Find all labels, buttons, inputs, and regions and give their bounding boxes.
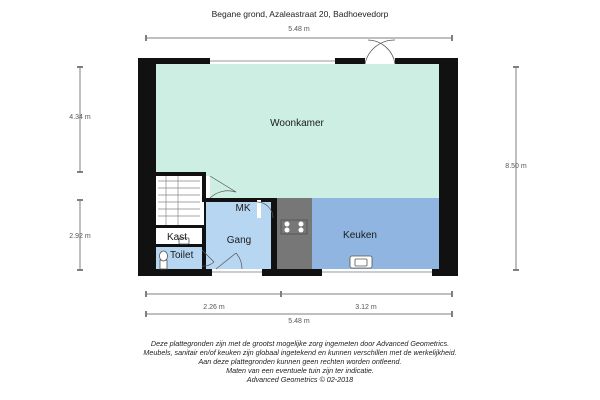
window-top (210, 58, 335, 64)
right-dimension (505, 66, 527, 271)
kitchen-sink (350, 256, 372, 268)
label-woonkamer: Woonkamer (270, 118, 324, 129)
disclaimer-line: Deze plattegronden zijn met de grootst mogelijke zorg ingemeten door Advanced Geometrics. (150, 339, 450, 348)
right-dimension-label: 8.50 m (505, 163, 527, 170)
interior-wall-gang-top (204, 198, 277, 202)
left-dimension-upper (69, 66, 91, 173)
window-bottom-keuken (322, 269, 432, 276)
label-kast: Kast (167, 232, 188, 243)
interior-wall-toilet-right (202, 226, 206, 269)
toilet-fixture (160, 251, 168, 269)
label-toilet: Toilet (170, 250, 194, 261)
label-keuken: Keuken (343, 230, 377, 241)
door-entry (212, 269, 262, 276)
bottom-dimension-parts (145, 291, 453, 311)
bottom-dimension-left-label: 2.26 m (203, 304, 225, 311)
interior-wall-stair-bottom (156, 225, 204, 228)
bottom-dimension-total (145, 311, 453, 325)
bottom-dimension-total-label: 5.48 m (288, 318, 310, 325)
interior-wall-stair-right (202, 172, 206, 202)
label-mk: MK (235, 203, 251, 214)
cooktop (281, 220, 307, 234)
left-dimension-lower (69, 199, 91, 271)
disclaimer (143, 339, 456, 384)
top-dimension-label: 5.48 m (288, 26, 310, 33)
left-dimension-lower-label: 2.92 m (69, 233, 91, 240)
bottom-dimension-right-label: 3.12 m (355, 304, 377, 311)
door-top-right (365, 40, 395, 64)
disclaimer-line: Aan deze plattegronden kunnen geen rechten worden ontleend. (198, 357, 402, 366)
interior-wall-kast-bottom (156, 244, 204, 247)
interior-wall-gang-right (271, 198, 277, 269)
stairs (156, 174, 204, 226)
disclaimer-line: Meubels, sanitair en/of keuken zijn globaal ingetekend en kunnen verschillen met de werkelijkheid. (143, 348, 457, 357)
interior-wall-hall-top (156, 172, 204, 176)
disclaimer-line: Advanced Geometrics © 02-2018 (246, 375, 354, 384)
floorplan-title: Begane grond, Azaleastraat 20, Badhoevedorp (211, 9, 389, 19)
left-dimension-upper-label: 4.34 m (69, 114, 91, 121)
top-dimension (145, 26, 453, 41)
label-gang: Gang (226, 235, 252, 246)
disclaimer-line: Maten van een eventuele tuin zijn ter indicatie. (226, 366, 374, 375)
